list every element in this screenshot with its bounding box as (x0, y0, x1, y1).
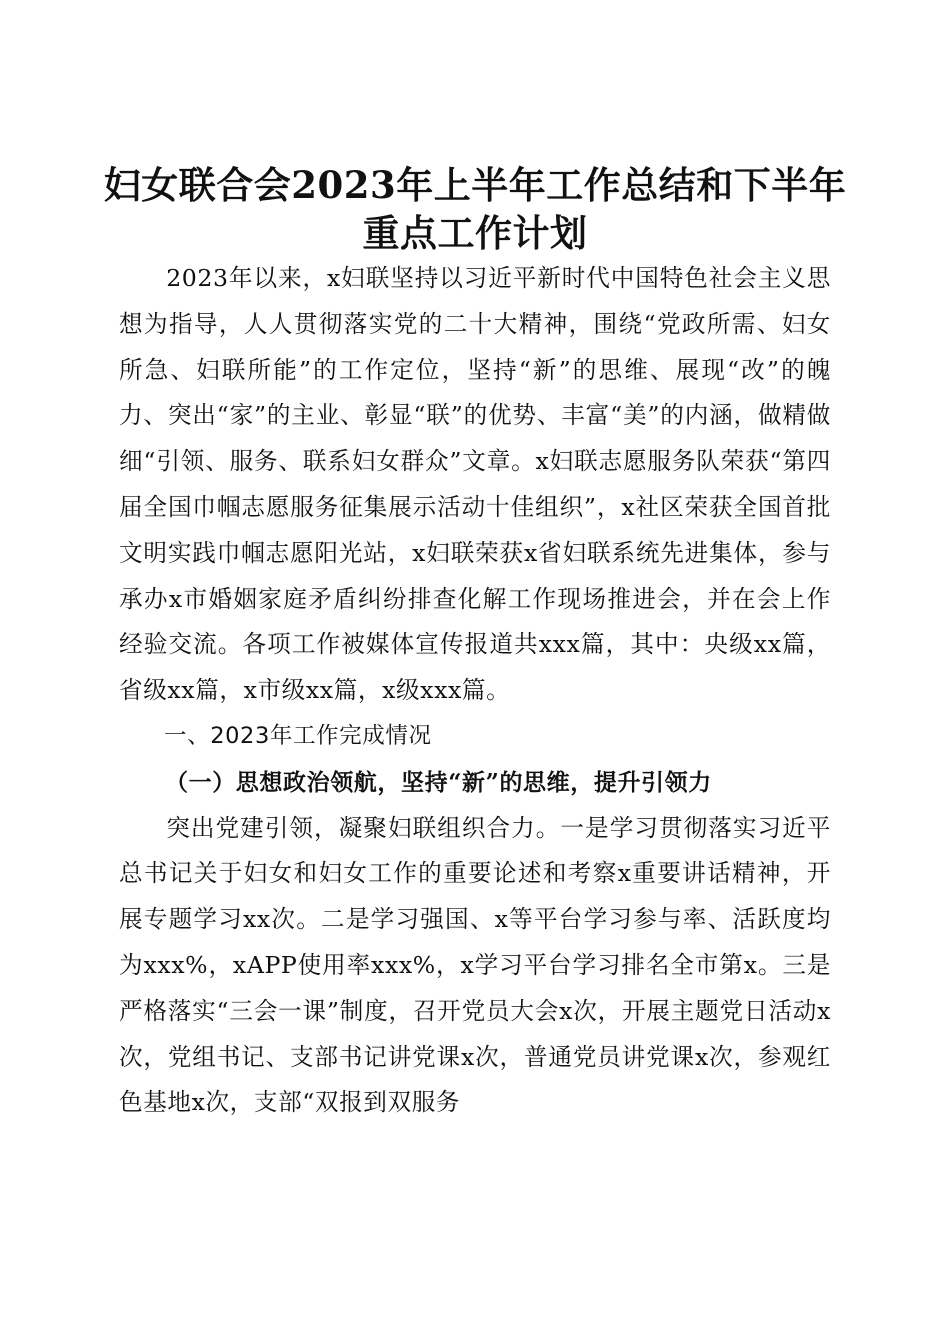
title-line-2: 重点工作计划 (362, 210, 588, 255)
intro-paragraph: 2023年以来，x妇联坚持以习近平新时代中国特色社会主义思想为指导，人人贯彻落实党的二十大精神，围绕“党政所需、妇女所急、妇联所能”的工作定位，坚持“新”的思维、展现“改”的魄力、突出“家”的主业、彰显“联”的优势、丰富“美”的内涵，做精做细“引领、服务、联系妇女群众”文章。x妇联志愿服务队荣获“第四届全国巾帼志愿服务征集展示活动十佳组织”，x社区荣获全国首批文明实践巾帼志愿阳光站，x妇联荣获x省妇联系统先进集体，参与承办x市婚姻家庭矛盾纠纷排查化解工作现场推进会，并在会上作经验交流。各项工作被媒体宣传报道共xxx篇，其中：央级xx篇，省级xx篇，x市级xx篇，x级xxx篇。 (119, 264, 831, 705)
section-heading-1: 一、2023年工作完成情况 (164, 722, 432, 749)
document-title (80, 161, 870, 257)
subsection-heading-1: （一）思想政治领航，坚持“新”的思维，提升引领力 (165, 768, 712, 796)
title-line-1: 妇女联合会2023年上半年工作总结和下半年 (103, 162, 847, 207)
body-paragraph-2: 突出党建引领，凝聚妇联组织合力。一是学习贯彻落实习近平总书记关于妇女和妇女工作的重要论述和考察x重要讲话精神，开展专题学习xx次。二是学习强国、x等平台学习参与率、活跃度均为xxx%，xAPP使用率xxx%，x学习平台学习排名全市第x。三是严格落实“三会一课”制度，召开党员大会x次，开展主题党日活动x次，党组书记、支部书记讲党课x次，普通党员讲党课x次，参观红色基地x次，支部“双报到双服务 (119, 813, 831, 1117)
document-body (119, 256, 831, 1126)
